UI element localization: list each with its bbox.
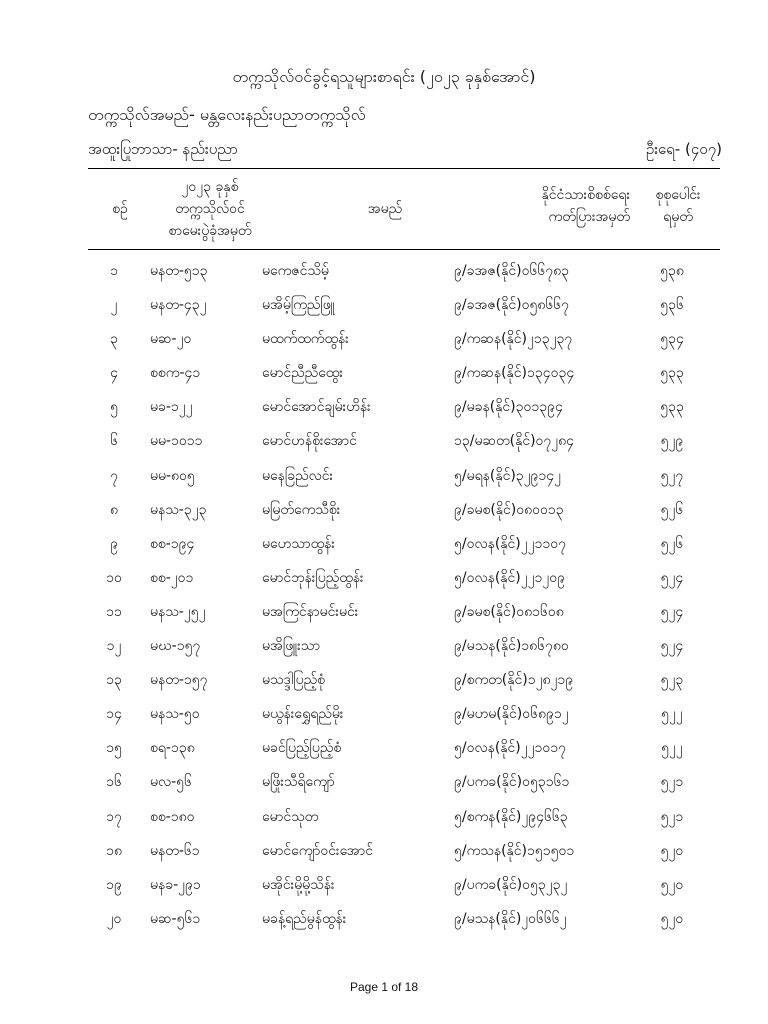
row-number: ၁ (110, 263, 118, 279)
student-name: မမြတ်ကေသီစိုး (262, 501, 341, 518)
exam-roll-number: မမ-၁၀၁၁ (150, 433, 203, 450)
row-number: ၈ (110, 501, 118, 518)
table-row (0, 662, 768, 696)
table-row (0, 526, 768, 560)
col-header-exam-line1: ၂၀၂၃ ခုနှစ် (181, 179, 239, 195)
total-score: ၅၂၂ (661, 706, 683, 723)
nrc-number: ၁၃/မဆတ(နိုင်)၀၇၂၈၄ (454, 433, 575, 450)
university-name: တက္ကသိုလ်အမည်- မန္တလေးနည်းပညာတက္ကသိုလ် (88, 105, 366, 124)
table-row (0, 389, 768, 423)
header-rule-top (88, 168, 720, 169)
student-name: မယွန်းရွှေရည်မိုး (262, 706, 344, 723)
page-number: Page 1 of 18 (349, 980, 419, 994)
table-row (0, 901, 768, 935)
table-row (0, 287, 768, 321)
exam-roll-number: မဃ-၁၅၇ (150, 638, 201, 655)
exam-roll-number: မနတ-၅၁၃ (150, 263, 208, 279)
row-number: ၁၆ (106, 774, 122, 791)
nrc-number: ၉/စကတ(နိုင်)၁၂၈၂၁၉ (454, 672, 574, 689)
row-number: ၂၀ (106, 910, 122, 927)
col-header-exam-line2: တက္ကသိုလ်ဝင် (175, 201, 245, 217)
nrc-number: ၅/ကသန(နိုင်)၁၅၁၅၀၁ (454, 842, 575, 859)
exam-roll-number: မနသ-၃၂၃ (150, 501, 207, 518)
nrc-number: ၉/ကဆန(နိုင်)၁၃၄၀၃၄ (454, 365, 575, 382)
subject-label: အထူးပြုဘာသာ- နည်းပညာ (88, 140, 238, 158)
student-name: မောင်ဟန်စိုးအောင် (262, 433, 357, 450)
exam-roll-number: မဆ-၅၆၁ (150, 910, 201, 927)
nrc-number: ၅/ဝလန(နိုင်)၂၂၁၀၁၇ (454, 740, 566, 757)
nrc-number: ၅/ဝလန(နိုင်)၂၂၁၂၀၉ (454, 569, 566, 586)
student-name: မောင်သုတ (262, 808, 319, 825)
row-number: ၄ (110, 365, 118, 382)
nrc-number: ၉/ခအဇ(နိုင်)၀၆၆၇၈၃ (454, 263, 569, 279)
table-row (0, 560, 768, 594)
table-row (0, 355, 768, 389)
student-name: မနေခြည်လင်း (262, 467, 334, 484)
total-score: ၅၃၄ (660, 331, 684, 348)
nrc-number: ၅/စကန(နိုင်)၂၉၄၆၆၃ (454, 808, 568, 825)
row-number: ၂ (110, 297, 118, 314)
exam-roll-number: မနတ-၁၅၇ (150, 672, 208, 689)
table-row (0, 321, 768, 355)
student-name: မောင်ကျော်ဝင်းအောင် (262, 842, 374, 859)
row-number: ၁၀ (106, 569, 122, 586)
col-header-nrc (460, 184, 630, 228)
row-number: ၁၁ (106, 603, 122, 620)
total-score: ၅၂၉ (660, 433, 684, 450)
row-number: ၁၈ (106, 842, 122, 859)
table-row (0, 764, 768, 798)
exam-roll-number: စစ-၁၉၄ (150, 535, 195, 552)
nrc-number: ၉/မသန(နိုင်)၁၈၆၇၈၀ (454, 638, 569, 655)
student-name: မအိမ့်ကြည်ဖြူ (262, 297, 335, 314)
total-score: ၅၂၀ (660, 876, 684, 893)
table-row (0, 423, 768, 457)
total-score: ၅၂၄ (660, 638, 684, 655)
row-number: ၅ (110, 399, 118, 416)
exam-roll-number: စစ-၂၀၁ (150, 569, 194, 586)
total-score: ၅၃၆ (660, 297, 684, 314)
nrc-number: ၅/ဝလန(နိုင်)၂၂၁၁၀၇ (454, 535, 566, 552)
student-name: မောင်ညီညီထွေး (262, 365, 343, 382)
total-score: ၅၃၈ (660, 263, 684, 279)
student-name: မထက်ထက်ထွန်း (262, 331, 349, 348)
col-header-no: စဉ် (112, 201, 128, 217)
exam-roll-number: စရ-၁၃၈ (150, 740, 195, 757)
nrc-number: ၉/ပကခ(နိုင်)၀၅၃၂၃၂ (454, 876, 568, 893)
student-name: မသဒ္ဒါပြည့်စုံ (262, 672, 325, 689)
student-name: မအိုင်းမို့မို့သိန်း (262, 876, 335, 893)
nrc-number: ၉/ခအဇ(နိုင်)၀၅၈၆၆၇ (454, 297, 569, 314)
student-name: မအိဖြူးသာ (262, 638, 321, 655)
col-header-nrc-line1: နိုင်ငံသားစိစစ်ရေး (541, 187, 630, 203)
student-name: မောင်ဘုန်းပြည့်ထွန်း (262, 569, 364, 586)
exam-roll-number: မနသ-၅၀ (150, 706, 200, 723)
nrc-number: ၉/ကဆန(နိုင်)၂၁၃၂၃၇ (454, 331, 573, 348)
col-header-exam (150, 176, 270, 242)
exam-roll-number: မနခ-၂၉၁ (150, 876, 201, 893)
total-score: ၅၃၃ (660, 365, 684, 382)
nrc-number: ၉/ပကခ(နိုင်)၀၅၃၁၆၁ (454, 774, 570, 791)
total-score: ၅၂၄ (660, 603, 684, 620)
table-row (0, 730, 768, 764)
row-number: ၆ (110, 433, 118, 450)
student-name: မအကြင်နာမင်းမင်း (262, 603, 359, 620)
col-header-score (636, 184, 720, 228)
exam-roll-number: မနတ-၄၃၂ (150, 297, 207, 314)
table-row (0, 492, 768, 526)
table-row (0, 696, 768, 730)
table-row (0, 594, 768, 628)
exam-roll-number: မမ-၈၀၅ (150, 467, 195, 484)
total-score: ၅၃၃ (660, 399, 684, 416)
total-score: ၅၂၁ (660, 808, 684, 825)
row-number: ၃ (110, 331, 118, 348)
table-row (0, 253, 768, 287)
exam-roll-number: မခ-၁၂၂ (150, 399, 193, 416)
row-number: ၇ (110, 467, 118, 484)
row-number: ၁၂ (106, 638, 122, 655)
header-rule-bottom (88, 249, 720, 250)
col-header-name: အမည် (367, 201, 403, 217)
student-count: ဦးရေ- (၄၀၇) (645, 140, 722, 158)
exam-roll-number: မလ-၅၆ (150, 774, 192, 791)
exam-roll-number: မနတ-၆၁ (150, 842, 200, 859)
total-score: ၅၂၁ (660, 774, 684, 791)
col-header-exam-line3: စာမေးပွဲခုံအမှတ် (168, 223, 252, 239)
row-number: ၁၅ (106, 740, 122, 757)
exam-roll-number: စစ-၁၈၀ (150, 808, 195, 825)
row-number: ၁၇ (106, 808, 122, 825)
table-body (0, 253, 768, 935)
col-header-nrc-line2: ကတ်ပြားအမှတ် (548, 209, 630, 225)
student-name: မောင်အောင်ချမ်းဟိန်း (262, 399, 371, 416)
nrc-number: ၉/မဟမ(နိုင်)၀၆၈၉၁၂ (454, 706, 569, 723)
total-score: ၅၂၃ (660, 672, 684, 689)
row-number: ၁၄ (106, 706, 122, 723)
row-number: ၉ (110, 535, 118, 552)
total-score: ၅၂၄ (660, 569, 684, 586)
nrc-number: ၉/မသန(နိုင်)၂၀၆၆၆၂ (454, 910, 567, 927)
student-name: မခင်ပြည့်ပြည့်စံ (262, 740, 342, 757)
table-row (0, 833, 768, 867)
nrc-number: ၉/ခမစ(နိုင်)၀၈၀၀၁၃ (454, 501, 564, 518)
nrc-number: ၉/မခန(နိုင်)၃၀၁၃၉၄ (454, 399, 563, 416)
table-row (0, 867, 768, 901)
student-name: မဖြိုးသီရိကျော် (262, 774, 335, 791)
nrc-number: ၉/ခမစ(နိုင်)၀၈၁၆၀၈ (454, 603, 564, 620)
total-score: ၅၂၂ (661, 740, 683, 757)
total-score: ၅၂၆ (660, 535, 684, 552)
student-name: မကေဇင်သိမ့် (262, 263, 329, 279)
table-row (0, 458, 768, 492)
row-number: ၁၉ (106, 876, 122, 893)
col-header-score-line2: ရမှတ် (663, 209, 693, 225)
row-number: ၁၃ (106, 672, 122, 689)
exam-roll-number: မနသ-၂၅၂ (150, 603, 206, 620)
total-score: ၅၂၇ (660, 467, 684, 484)
exam-roll-number: စစက-၄၁ (150, 365, 201, 382)
total-score: ၅၂၆ (660, 501, 684, 518)
document-title: တက္ကသိုလ်ဝင်ခွင့်ရသူများစာရင်း (၂၀၂၃ ခုနှစ်အောင်) (232, 67, 536, 86)
table-row (0, 628, 768, 662)
total-score: ၅၂၀ (660, 842, 684, 859)
nrc-number: ၅/မရန(နိုင်)၃၂၉၁၄၂ (454, 467, 562, 484)
exam-roll-number: မဆ-၂၀ (150, 331, 192, 348)
student-name: မဟေသာထွန်း (262, 535, 335, 552)
col-header-score-line1: စုစုပေါင်း (655, 187, 701, 203)
student-name: မခန့်ရည်မွန်ထွန်း (262, 910, 347, 927)
total-score: ၅၂၀ (660, 910, 684, 927)
table-row (0, 799, 768, 833)
